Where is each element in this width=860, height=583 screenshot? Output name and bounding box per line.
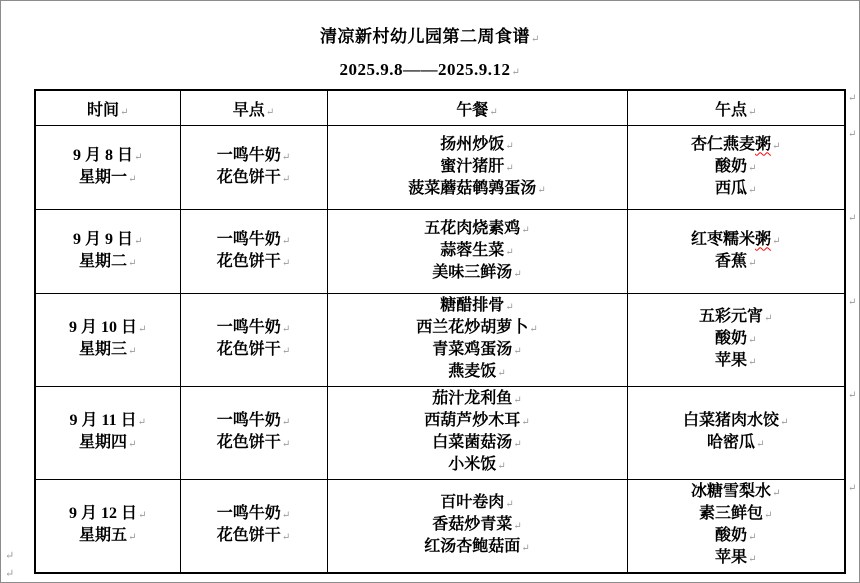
pilcrow-mark: ↵ [137,417,146,428]
menu-line [328,433,627,455]
pilcrow-mark: ↵ [134,235,143,247]
menu-line-text: 花色饼干 [216,434,281,451]
cell-date[interactable] [35,210,180,294]
pilcrow-mark: ↵ [513,521,522,532]
menu-line [328,493,627,515]
menu-line-text: 五彩元宵 [699,308,764,325]
pilcrow-mark: ↵ [748,532,757,543]
pilcrow-mark: ↵ [780,417,789,428]
pilcrow-mark: ↵ [513,395,522,406]
pilcrow-mark: ↵ [128,346,137,357]
pilcrow-mark: ↵ [265,106,275,118]
pilcrow-mark: ↵ [5,568,15,580]
menu-line-text: 红枣糯米 [691,230,756,248]
menu-line-text: 酸奶 [715,330,748,347]
pilcrow-mark: ↵ [505,140,514,152]
menu-line-text: 扬州炒饭 [440,135,505,153]
menu-line [181,252,327,274]
menu-line-text: 菠菜蘑菇鹌鹑蛋汤 [408,179,537,197]
menu-line-text: 苹果 [715,352,748,369]
table-row [35,480,845,574]
table-row [35,126,845,210]
pilcrow-mark: ↵ [772,488,781,499]
pilcrow-mark: ↵ [281,173,291,185]
menu-line [181,504,327,526]
menu-line-text: 一鸣牛奶 [216,230,281,248]
pilcrow-mark: ↵ [281,439,291,450]
cell-lunch[interactable] [327,210,627,294]
cell-snack[interactable] [627,294,845,387]
menu-line [628,482,845,504]
menu-line [628,252,845,274]
menu-line-text: 星期三 [79,341,128,358]
spellcheck-underlined-text: 粥 [755,135,772,153]
menu-line-text: 一鸣牛奶 [216,319,281,336]
menu-line-text: 素三鲜包 [699,505,764,522]
cell-breakfast[interactable] [180,126,327,210]
menu-line [628,157,845,179]
pilcrow-mark: ↵ [531,34,540,45]
menu-line [181,318,327,340]
pilcrow-mark: ↵ [138,510,147,521]
cell-lunch[interactable] [327,294,627,387]
end-of-row-mark: ↵ [848,129,857,140]
menu-line-text: 星期二 [79,252,128,270]
menu-line [181,340,327,362]
cell-date[interactable] [35,126,180,210]
pilcrow-mark: ↵ [497,368,506,379]
menu-line-text: 一鸣牛奶 [216,505,281,522]
pilcrow-mark: ↵ [505,302,514,313]
end-of-row-mark: ↵ [848,483,857,494]
pilcrow-mark: ↵ [764,313,773,324]
pilcrow-mark: ↵ [281,510,291,521]
pilcrow-mark: ↵ [281,151,291,163]
menu-line-text: 香蕉 [715,252,748,270]
pilcrow-mark: ↵ [138,324,147,335]
menu-line-text: 杏仁燕麦 [691,135,756,153]
cell-snack[interactable] [627,210,845,294]
pilcrow-mark: ↵ [134,151,143,163]
pilcrow-mark: ↵ [756,439,765,450]
pilcrow-mark: ↵ [537,184,546,196]
menu-line [628,526,845,548]
menu-line-text: 西兰花炒胡萝卜 [416,319,529,336]
menu-line [328,263,627,285]
header-label: 早点 [232,101,265,119]
pilcrow-mark: ↵ [120,106,129,118]
menu-line-text: 冰糖雪梨水 [691,483,772,500]
pilcrow-mark: ↵ [529,324,538,335]
document-title-text: 清凉新村幼儿园第二周食谱 [320,27,531,46]
menu-line [36,504,180,526]
menu-line [328,340,627,362]
pilcrow-mark: ↵ [513,346,522,357]
menu-line-text: 蜜汁猪肝 [440,157,505,175]
menu-line-text: 星期一 [79,168,128,186]
pilcrow-mark: ↵ [497,461,506,472]
menu-line-text: 9 月 11 日 [69,412,137,429]
menu-line [328,318,627,340]
pilcrow-mark: ↵ [505,246,514,258]
menu-line [181,146,327,168]
menu-line-text: 9 月 9 日 [73,230,134,248]
pilcrow-mark: ↵ [489,106,498,118]
menu-line [36,433,180,455]
menu-line [328,389,627,411]
menu-line [328,296,627,318]
menu-line [628,135,845,157]
menu-line [36,411,180,433]
menu-line-text: 花色饼干 [216,527,281,544]
pilcrow-mark: ↵ [521,417,530,428]
menu-line-text: 星期五 [79,527,128,544]
cell-snack[interactable] [627,387,845,480]
menu-line [36,318,180,340]
pilcrow-mark: ↵ [513,268,522,280]
header-row [35,90,845,126]
menu-line-text: 西瓜 [715,179,748,197]
pilcrow-mark: ↵ [281,417,291,428]
menu-line-text: 花色饼干 [216,168,281,186]
menu-line [628,329,845,351]
menu-line [36,146,180,168]
end-of-row-mark: ↵ [848,93,857,104]
menu-line [328,241,627,263]
menu-line [328,157,627,179]
menu-line-text: 白菜菌菇汤 [432,434,513,451]
pilcrow-mark: ↵ [511,67,521,78]
menu-line [628,433,845,455]
menu-line [36,252,180,274]
pilcrow-mark: ↵ [128,439,137,450]
cell-breakfast[interactable] [180,210,327,294]
header-cell-breakfast[interactable] [180,90,327,126]
menu-line-text: 一鸣牛奶 [216,146,281,164]
menu-line-text: 小米饭 [448,456,497,473]
menu-line [628,504,845,526]
cell-breakfast[interactable] [180,294,327,387]
menu-line [181,168,327,190]
cell-snack[interactable] [627,126,845,210]
end-of-row-mark: ↵ [848,297,857,308]
menu-line [181,411,327,433]
menu-line-text: 茄汁龙利鱼 [432,390,513,407]
pilcrow-mark: ↵ [128,173,137,185]
cell-date[interactable] [35,294,180,387]
header-label: 午餐 [456,101,489,119]
menu-line [628,548,845,570]
header-cell-snack[interactable] [627,90,845,126]
menu-line-text: 燕麦饭 [448,363,497,380]
trailing-paragraph-marks [4,547,14,583]
menu-line [328,219,627,241]
cell-snack[interactable] [627,480,845,574]
cell-breakfast[interactable] [180,387,327,480]
menu-line [628,351,845,373]
menu-line [181,526,327,548]
menu-line-text: 蒜蓉生菜 [440,241,505,259]
menu-line-text: 花色饼干 [216,341,281,358]
menu-line-text: 香菇炒青菜 [432,516,513,533]
menu-line-text: 红汤杏鲍菇面 [424,538,521,555]
pilcrow-mark: ↵ [281,235,291,247]
menu-line-text: 9 月 10 日 [69,319,138,336]
menu-line-text: 美味三鲜汤 [432,263,513,281]
spellcheck-underlined-text: 粥 [755,230,772,248]
pilcrow-mark: ↵ [748,257,757,269]
pilcrow-mark: ↵ [281,324,291,335]
menu-line [36,230,180,252]
menu-line [181,230,327,252]
menu-line [328,537,627,559]
document-title[interactable] [1,22,859,47]
cell-lunch[interactable] [327,387,627,480]
menu-line [628,411,845,433]
table-row [35,387,845,480]
menu-line-text: 哈密瓜 [707,434,756,451]
pilcrow-mark: ↵ [748,184,757,196]
menu-line [181,433,327,455]
menu-line-text: 苹果 [715,549,748,566]
header-label: 时间 [87,101,120,119]
header-cell-date[interactable] [35,90,180,126]
menu-line [328,135,627,157]
pilcrow-mark: ↵ [748,106,757,118]
menu-line-text: 白菜猪肉水饺 [683,412,780,429]
menu-line [328,411,627,433]
pilcrow-mark: ↵ [748,335,757,346]
menu-line-text: 星期四 [79,434,128,451]
menu-line-text: 9 月 8 日 [73,146,134,164]
table-row [35,294,845,387]
pilcrow-mark: ↵ [521,224,530,236]
menu-line-text: 酸奶 [715,527,748,544]
menu-line-text: 西葫芦炒木耳 [424,412,521,429]
menu-line-text: 五花肉烧素鸡 [424,219,521,237]
pilcrow-mark: ↵ [772,140,781,152]
pilcrow-mark: ↵ [281,257,291,269]
menu-line-text: 酸奶 [715,157,748,175]
date-range[interactable] [1,60,859,80]
table-row [35,210,845,294]
menu-line [328,362,627,384]
pilcrow-mark: ↵ [772,235,781,247]
pilcrow-mark: ↵ [513,439,522,450]
pilcrow-mark: ↵ [128,257,137,269]
pilcrow-mark: ↵ [748,357,757,368]
menu-line-text: 花色饼干 [216,252,281,270]
cell-breakfast[interactable] [180,480,327,574]
menu-line-text: 百叶卷肉 [440,494,505,511]
menu-line [328,179,627,201]
menu-table [34,89,846,574]
pilcrow-mark: ↵ [505,499,514,510]
pilcrow-mark: ↵ [748,162,757,174]
menu-table-head [35,90,845,126]
menu-line [628,230,845,252]
header-label: 午点 [715,101,748,119]
end-of-row-mark: ↵ [848,390,857,401]
cell-lunch[interactable] [327,480,627,574]
pilcrow-mark: ↵ [764,510,773,521]
menu-line-text: 糖醋排骨 [440,297,505,314]
cell-date[interactable] [35,387,180,480]
pilcrow-mark: ↵ [281,346,291,357]
pilcrow-mark: ↵ [128,532,137,543]
pilcrow-mark: ↵ [748,554,757,565]
menu-line-text: 青菜鸡蛋汤 [432,341,513,358]
menu-line [628,307,845,329]
menu-line-text: 9 月 12 日 [69,505,138,522]
menu-line-text: 一鸣牛奶 [216,412,281,429]
date-range-text: 2025.9.8——2025.9.12 [339,60,511,79]
menu-line [328,455,627,477]
header-cell-lunch[interactable] [327,90,627,126]
cell-date[interactable] [35,480,180,574]
pilcrow-mark: ↵ [521,543,530,554]
pilcrow-mark: ↵ [505,162,514,174]
end-of-row-mark: ↵ [848,213,857,224]
menu-line [36,340,180,362]
menu-table-body [35,126,845,574]
menu-line [628,179,845,201]
pilcrow-mark: ↵ [281,532,291,543]
pilcrow-mark: ↵ [5,550,15,562]
menu-line [328,515,627,537]
menu-line [36,168,180,190]
cell-lunch[interactable] [327,126,627,210]
menu-line [36,526,180,548]
